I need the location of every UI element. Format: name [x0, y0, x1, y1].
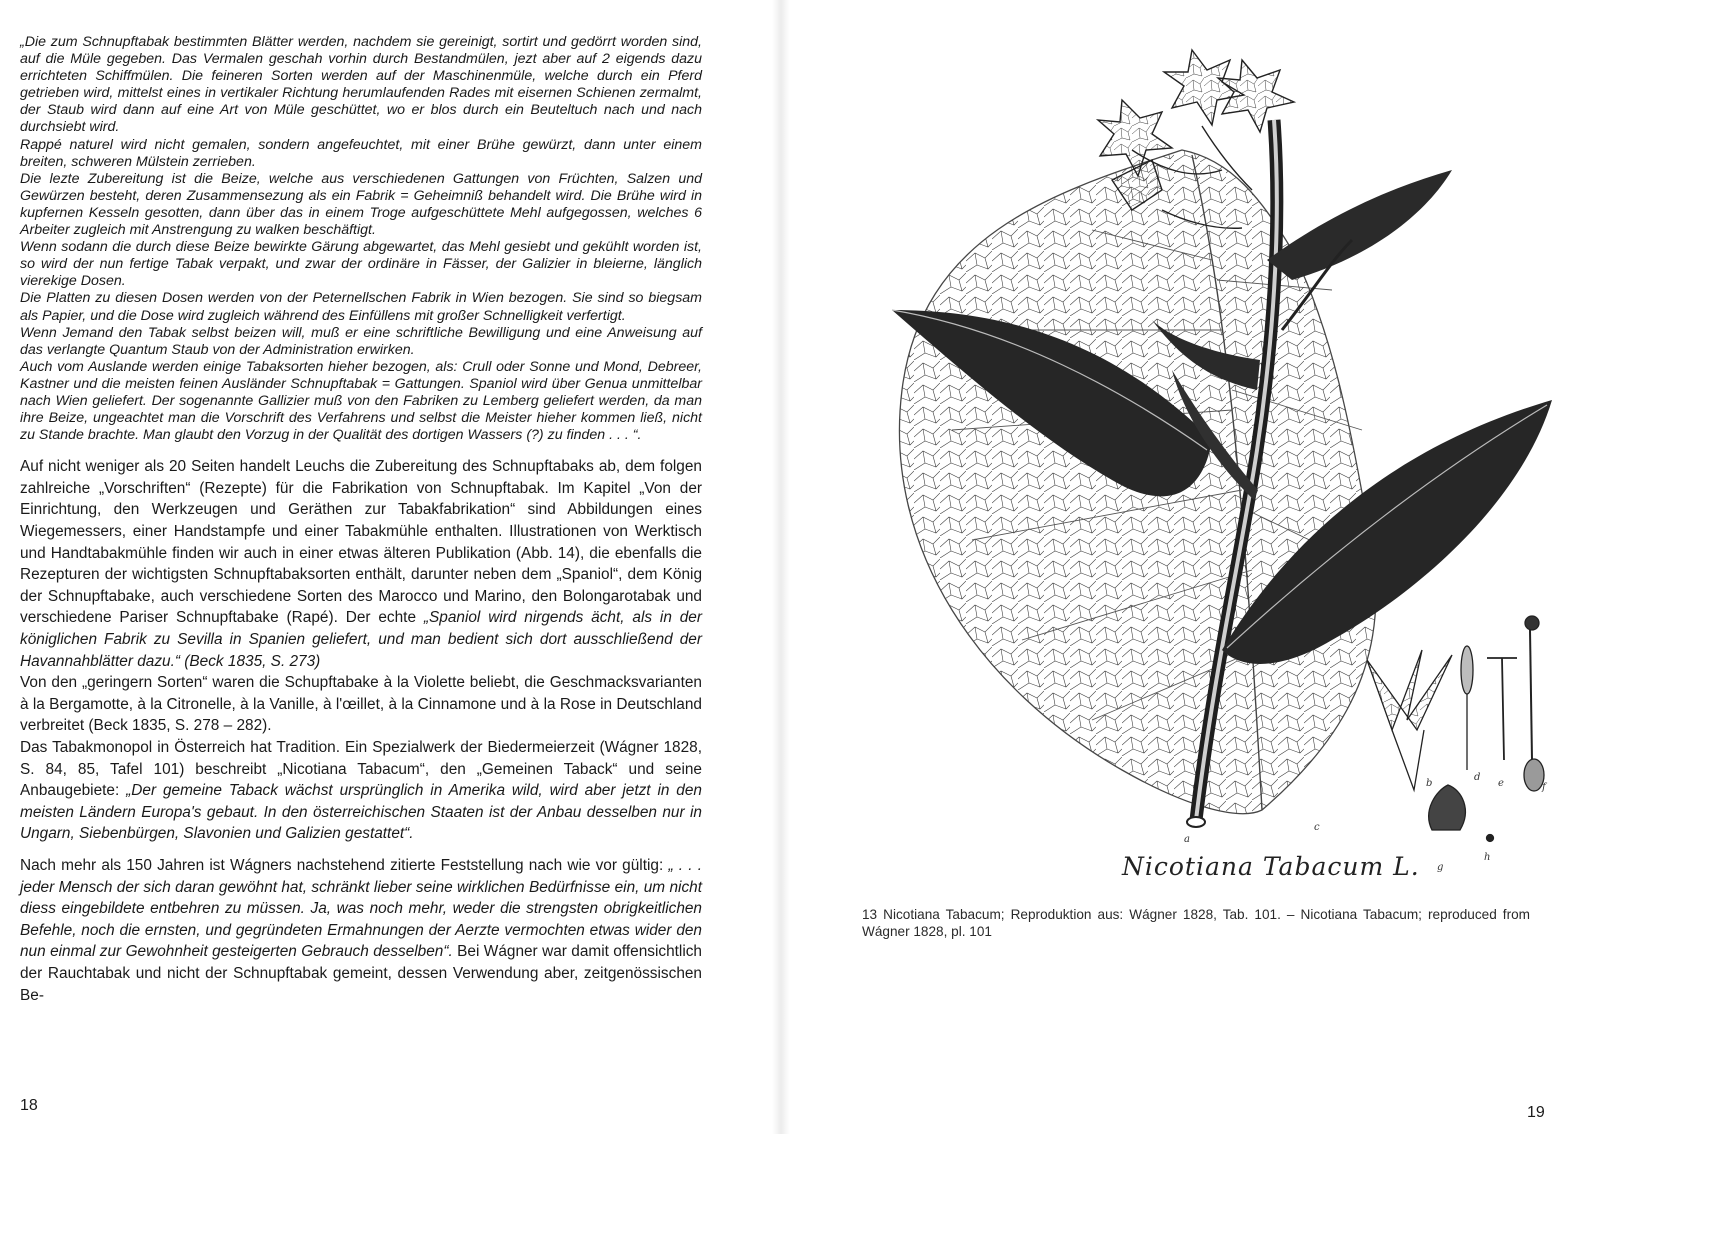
body-span: Bei Wágner war damit offensichtlich der Rauchtabak und nicht der Schnupftabak gemeint, dessen Verwendung aber, zeitgenössischen Be-: [20, 943, 702, 1004]
figure-letter: a: [1184, 834, 1190, 845]
figure-letter: h: [1484, 852, 1491, 863]
quote-paragraph: Wenn Jemand den Tabak selbst beizen will, muß er eine schriftliche Bewilligung und eine Anweisung auf das verlangte Quantum Staub von der Administration erwirken.: [20, 324, 702, 358]
inline-citation: „ . . . jeder Mensch der sich daran gewöhnt hat, schränkt lieber seine wirklichen Bedürfnisse ein, um nicht diess eingebildete entbehren zu müssen. Ja, was noch mehr, weder die strengsten obrigkeitlichen Befehle, noch die ernsten, und gegründeten Ermahnungen der Aerzte vermochten etwas wider den nun einmal zur Gewohnheit gesteigerten Gebrauch desselben“.: [20, 856, 702, 961]
quote-paragraph: Rappé naturel wird nicht gemalen, sondern angefeuchtet, mit einer Brühe gewürzt, dann unter einem breiten, schweren Mülstein zerrieben.: [20, 136, 702, 170]
figure-caption: 13 Nicotiana Tabacum; Reproduktion aus: Wágner 1828, Tab. 101. – Nicotiana Tabacum; reproduced from Wágner 1828, pl. 101: [862, 907, 1530, 939]
figure-letter: g: [1437, 862, 1444, 873]
figure-letter: c: [1314, 822, 1320, 833]
figure-letter: d: [1474, 772, 1481, 783]
botanical-details: [1367, 616, 1544, 842]
body-paragraph: [20, 855, 702, 1006]
quote-paragraph: Auch vom Auslande werden einige Tabaksorten hieher bezogen, als: Crull oder Sonne und Mond, Debreer, Kastner und die meisten feinen Ausländer Schnupftabak = Gattungen. Spaniol wird über Genua unmittelbar nach Wien geliefert. Der sogenannte Gallizier muß von den Fabriken zu Lemberg geliefert werden, da man ihre Beize, ungeachtet man die Vorschrift des Verfahrens und selbst die Meister hieher kommen ließ, nicht zu Stande brachte. Man glaubt den Vorzug in der Qualität des dortigen Wassers (?) zu finden . . . “.: [20, 358, 702, 444]
inline-citation: „Der gemeine Taback wächst ursprünglich in Amerika wild, wird aber jetzt in den meisten Ländern Europa's gebaut. In den österreichischen Staaten ist der Anbau desselben nur in Ungarn, Siebenbürgen, Slavonien und Galizien gestattet“.: [20, 782, 702, 843]
plate-label: Nicotiana Tabacum L.: [1122, 852, 1420, 881]
body-paragraph: [20, 456, 702, 672]
block-quote: [20, 34, 702, 444]
body-span: Auf nicht weniger als 20 Seiten handelt Leuchs die Zubereitung des Schnupftabaks ab, dem folgen zahlreiche „Vorschriften“ (Rezepte) für die Fabrikation von Schnupftabak. Im Kapitel „Von der Einrichtung, den Werkzeugen und Geräthen zur Tabakfabrikation“ sind Abbildungen eines Wiegemessers, einer Handstampfe und einer Tabakmühle enthalten. Illustrationen von Werktisch und Handtabakmühle finden wir auch in einer etwas älteren Publikation (Abb. 14), die ebenfalls die Rezepturen der wichtigsten Schnupftabaksorten enthält, darunter neben dem „Spaniol“, dem König der Schnupftabake, auch verschiedene Sorten des Marocco und Marino, den Bolongarotabak und verschiedene Pariser Schnupftabake (Rapé). Der echte: [20, 458, 702, 627]
left-page-text: [20, 34, 702, 1006]
book-gutter: [772, 0, 790, 1134]
quote-paragraph: Die Platten zu diesen Dosen werden von der Peternellschen Fabrik in Wien bezogen. Sie sind so biegsam als Papier, und die Dose wird zugleich während des Einfüllens mit großer Schnelligkeit verfertigt.: [20, 290, 702, 324]
figure-letter: e: [1498, 778, 1504, 789]
body-span: Nach mehr als 150 Jahren ist Wágners nachstehend zitierte Feststellung nach wie vor gültig:: [20, 856, 669, 874]
page-number-left: 18: [20, 1097, 38, 1114]
quote-paragraph: „Die zum Schnupftabak bestimmten Blätter werden, nachdem sie gereinigt, sortirt und gedörrt worden sind, auf die Müle gegeben. Das Vermalen geschah vorhin durch Bestandmülen, jezt aber auf 2 eigends dazu errichteten Schiffmülen. Die feineren Sorten werden auf der Maschinenmüle, welche durch ein Pferd getrieben wird, mittelst eines in vertikaler Richtung herumlaufenden Rades mit eisernen Schienen zermalmt, der Staub wird dann auf eine Art von Müle geschüttet, wo er blos durch ein Beuteltuch nach und nach durchsiebt wird.: [20, 34, 702, 136]
nicotiana-plant-illustration: [862, 30, 1562, 910]
dark-leaf-upper: [1267, 170, 1452, 280]
page-number-right: 19: [1527, 1104, 1545, 1121]
inline-citation: „Spaniol wird nirgends ächt, als in der königlichen Fabrik zu Sevilla in Spanien geliefert, und man bedient sich dort ausschließend der Havannahblätter dazu.“ (Beck 1835, S. 273): [20, 609, 702, 670]
body-text: [20, 456, 702, 1006]
body-span: Das Tabakmonopol in Österreich hat Tradition. Ein Spezialwerk der Biedermeierzeit (Wágner 1828, S. 84, 85, Tafel 101) beschreibt „Nicotiana Tabacum“, den „Gemeinen Taback“ und seine Anbaugebiete:: [20, 738, 702, 800]
figure-letter: b: [1426, 778, 1433, 789]
body-paragraph: [20, 737, 702, 845]
figure-letter: f: [1542, 782, 1546, 793]
body-paragraph: Von den „geringern Sorten“ waren die Schupftabake à la Violette beliebt, die Geschmacksvarianten à la Bergamotte, à la Citronelle, à la Vanille, à l'œillet, à la Cinnamone und à la Rose in Deutschland verbreitet (Beck 1835, S. 278 – 282).: [20, 674, 702, 735]
quote-paragraph: Die lezte Zubereitung ist die Beize, welche aus verschiedenen Gattungen von Früchten, Salzen und Gewürzen besteht, deren Zusammensezung als ein Fabrik = Geheimniß behandelt wird. Die Brühe wird in kupfernen Kesseln gesotten, dann über das in einem Troge aufgeschüttete Mehl aufgegossen, welches 6 Arbeiter zugleich mit Anstrengung zu walken beschäftigt.: [20, 170, 702, 239]
quote-paragraph: Wenn sodann die durch diese Beize bewirkte Gärung abgewartet, das Mehl gesiebt und gekühlt worden ist, so wird der nun fertige Tabak verpakt, und zwar der ordinäre in Fässer, der Galizier in bleierne, länglich vierekige Dosen.: [20, 239, 702, 290]
